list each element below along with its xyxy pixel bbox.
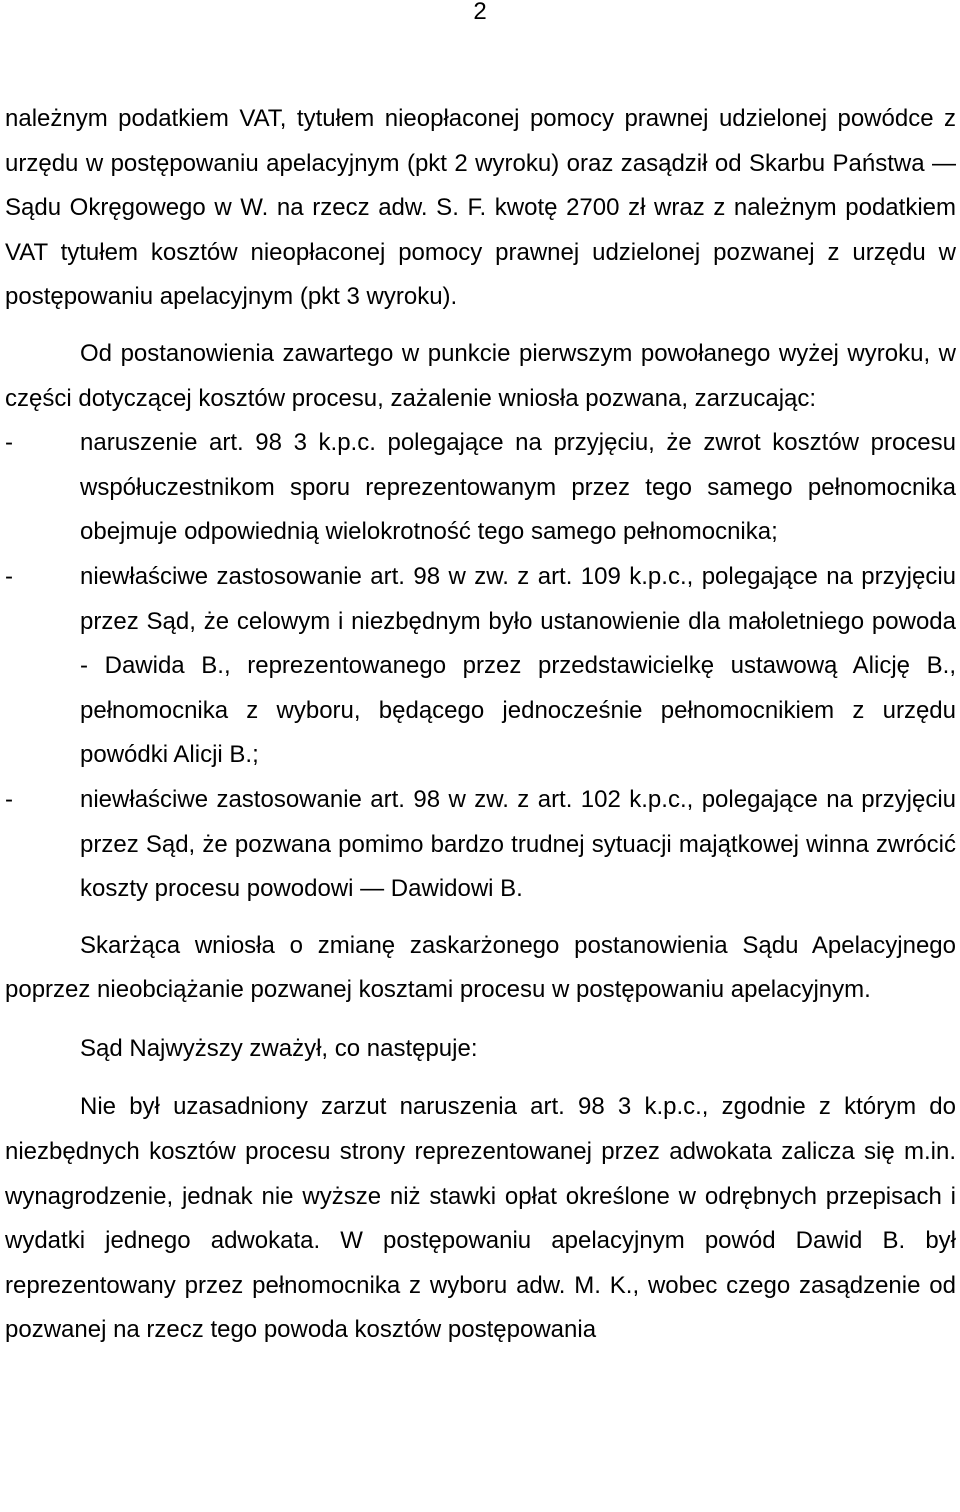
paragraph-complaint-intro: Od postanowienia zawartego w punkcie pierwszym powołanego wyżej wyroku, w części dotyczącej kosztów procesu, zażalenie wniosła pozwana, zarzucając: bbox=[5, 339, 956, 412]
list-dash: - bbox=[5, 429, 13, 457]
list-dash: - bbox=[5, 785, 13, 813]
paragraph-reasoning: Nie był uzasadniony zarzut naruszenia art. 98 3 k.p.c., zgodnie z którym do niezbędnych kosztów procesu strony reprezentowanej przez adwokata zalicza się m.in. wynagrodzenie, jednak nie wyższe niż stawki opłat określone w odrębnych przepisach i wydatki jednego adwokata. W postępowaniu apelacyjnym powód Dawid B. był reprezentowany przez pełnomocnika z wyboru adw. M. K., wobec czego zasądzenie od pozwanej na rzecz tego powoda kosztów postępowania bbox=[5, 1093, 956, 1344]
list-item-charge-1 bbox=[5, 421, 956, 555]
paragraph-motion: Skarżąca wniosła o zmianę zaskarżonego postanowienia Sądu Apelacyjnego poprzez nieobciążanie pozwanej kosztami procesu w postępowaniu apelacyjnym. bbox=[5, 931, 956, 1004]
page-number: 2 bbox=[473, 0, 487, 25]
list-item-text: naruszenie art. 98 3 k.p.c. polegające na przyjęciu, że zwrot kosztów procesu współuczestnikom sporu reprezentowanym przez tego samego pełnomocnika obejmuje odpowiednią wielokrotność tego samego pełnomocnika; bbox=[80, 429, 956, 546]
paragraph-court-considered: Sąd Najwyższy zważył, co następuje: bbox=[80, 1034, 478, 1062]
list-item-charge-3 bbox=[5, 778, 956, 912]
list-item-text: niewłaściwe zastosowanie art. 98 w zw. z art. 109 k.p.c., polegające na przyjęciu przez Sąd, że celowym i niezbędnym było ustanowienie dla małoletniego powoda - Dawida B., reprezentowanego przez przedstawicielkę ustawową Alicję B., pełnomocnika z wyboru, będącego jednocześnie pełnomocnikiem z urzędu powódki Alicji B.; bbox=[80, 562, 956, 769]
list-item-text: niewłaściwe zastosowanie art. 98 w zw. z art. 102 k.p.c., polegające na przyjęciu przez Sąd, że pozwana pomimo bardzo trudnej sytuacji majątkowej winna zwrócić koszty procesu powodowi — Dawidowi B. bbox=[80, 785, 956, 903]
document-body bbox=[5, 97, 956, 1353]
list-item-charge-2 bbox=[5, 555, 956, 778]
paragraph-judgment-costs: należnym podatkiem VAT, tytułem nieopłaconej pomocy prawnej udzielonej powódce z urzędu w postępowaniu apelacyjnym (pkt 2 wyroku) oraz zasądził od Skarbu Państwa — Sądu Okręgowego w W. na rzecz adw. S. F. kwotę 2700 zł wraz z należnym podatkiem VAT tytułem kosztów nieopłaconej pomocy prawnej udzielonej pozwanej z urzędu w postępowaniu apelacyjnym (pkt 3 wyroku). bbox=[5, 105, 956, 311]
list-dash: - bbox=[5, 562, 13, 590]
